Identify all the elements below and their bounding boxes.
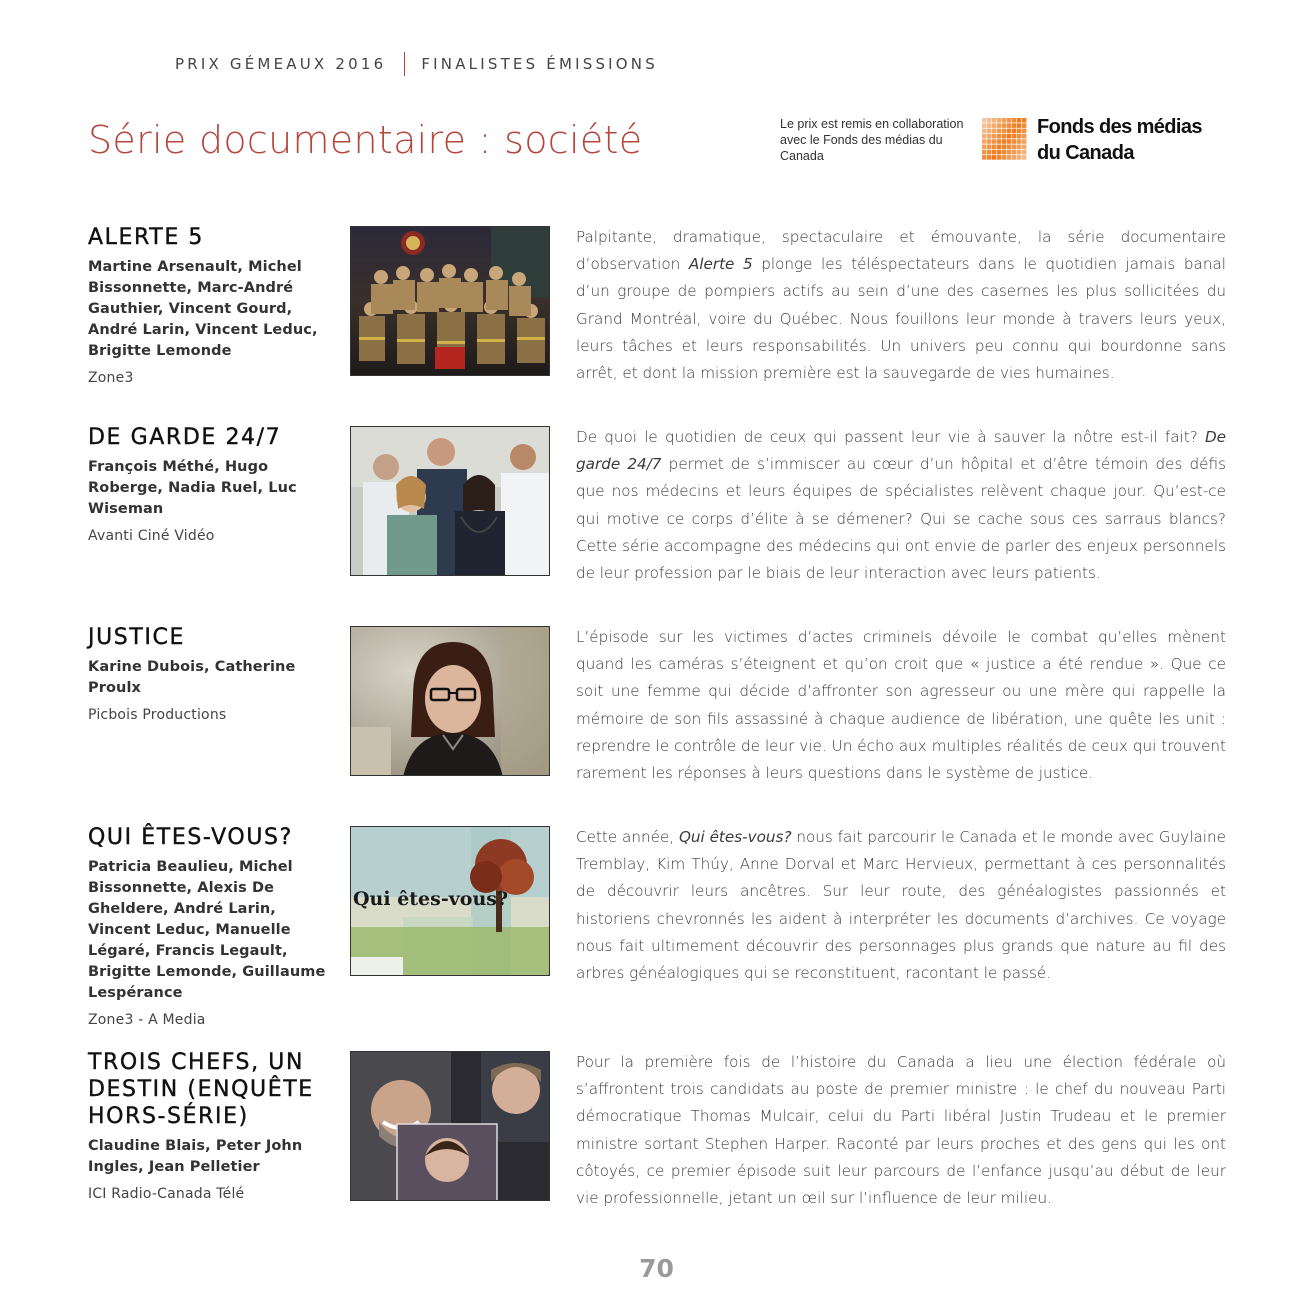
page-number: 70	[639, 1254, 674, 1283]
entry-description	[576, 824, 1226, 987]
entry-credits: Karine Dubois, Catherine Proulx	[88, 659, 296, 696]
entry-meta	[88, 824, 340, 1030]
entry-meta	[88, 224, 340, 388]
desc-text: De quoi le quotidien de ceux qui passent leur vie à sauver la nôtre est-il fait?	[576, 428, 1205, 446]
entry-title: ALERTE 5	[88, 225, 205, 250]
entry-company: Zone3	[88, 370, 134, 386]
entry-credits: Martine Arsenault, Michel Bissonnette, Marc-André Gauthier, Vincent Gourd, André Larin, Vincent Leduc, Brigitte Lemonde	[88, 259, 318, 359]
entry-description	[576, 224, 1226, 387]
entry-title: JUSTICE	[88, 625, 185, 650]
fund-logo-icon	[982, 118, 1027, 160]
fund-logo-line2: du Canada	[1037, 142, 1134, 164]
entry-credits: Patricia Beaulieu, Michel Bissonnette, Alexis De Gheldere, André Larin, Vincent Leduc, Manuelle Légaré, Francis Legault, Brigitte Lemonde, Guillaume Lespérance	[88, 859, 326, 1001]
entry-company: Picbois Productions	[88, 707, 227, 723]
entry-photo-three-leaders	[350, 1051, 550, 1201]
entry-photo-doctors	[350, 426, 550, 576]
entry-photo-show-card	[350, 826, 550, 976]
desc-text: Palpitante, dramatique, spectaculaire et émouvante, la série documentaire d’observation	[576, 228, 1226, 274]
desc-text: Pour la première fois de l’histoire du Canada a lieu une élection fédérale où s’affrontent trois candidats au poste de premier ministre : le chef du nouveau Parti démocratique Thomas Mulcair, celui du Parti libéral Justin Trudeau et le premier ministre sortant Stephen Harper. Raconté par leurs proches et des gens qui les ont côtoyés, ce premier épisode suit leur parcours de l’enfance jusqu’au début de leur vie professionnelle, jetant un œil sur l’influence de leur milieu.	[576, 1053, 1226, 1208]
desc-italic-title: Qui êtes-vous?	[678, 828, 792, 846]
desc-italic-title: Alerte 5	[688, 255, 753, 274]
desc-text: Cette année,	[576, 828, 679, 846]
desc-italic-title: De garde 24/7	[576, 428, 1226, 474]
fund-logo-line1: Fonds des médias	[1037, 116, 1202, 138]
entry-title: TROIS CHEFS, UN DESTIN (ENQUÊTE HORS-SÉRIE)	[88, 1050, 314, 1129]
fund-logo-text	[1037, 114, 1202, 166]
entry-title: DE GARDE 24/7	[88, 425, 282, 450]
running-header-right: FINALISTES ÉMISSIONS	[421, 55, 658, 73]
page-title: Série documentaire : société	[88, 118, 643, 162]
entry-company: Zone3 - A Media	[88, 1012, 206, 1028]
entry-photo-firefighters	[350, 226, 550, 376]
partner-note: Le prix est remis en collaboration avec le Fonds des médias du Canada	[780, 117, 964, 163]
entry-description	[576, 424, 1226, 587]
entry-description	[576, 1049, 1226, 1212]
desc-text-after: permet de s’immiscer au cœur d’un hôpital et d’être témoin des défis que nos médecins et leurs équipes de spécialistes relèvent chaque jour. Qu’est-ce qui motive ce corps d’élite à se démener? Qui se cache sous ces sarraus blancs? Cette série accompagne des médecins qui ont envie de parler des enjeux personnels de leur profession par le biais de leur interaction avec leurs patients.	[576, 455, 1227, 583]
entry-credits: François Méthé, Hugo Roberge, Nadia Ruel, Luc Wiseman	[88, 459, 297, 517]
entry-meta	[88, 624, 340, 725]
entry-meta	[88, 1049, 340, 1204]
entry-photo-woman-portrait	[350, 626, 550, 776]
running-header-left: PRIX GÉMEAUX 2016	[175, 55, 387, 73]
desc-text: L’épisode sur les victimes d’actes criminels dévoile le combat qu’elles mènent quand les caméras s’éteignent et qu’on croit que « justice a été rendue ». Que ce soit une femme qui décide d’affronter son agresseur ou une mère qui rappelle la mémoire de son fils assassiné à chaque audience de libération, une quête les unit : reprendre le contrôle de leur vie. Un écho aux multiples réalités de ceux qui trouvent rarement les réponses à leurs questions dans le système de justice.	[576, 628, 1226, 783]
running-header	[175, 52, 658, 76]
entry-description	[576, 624, 1226, 787]
header-separator	[404, 52, 405, 76]
entry-company: Avanti Ciné Vidéo	[88, 528, 215, 544]
image-title-text: Qui êtes-vous?	[353, 888, 509, 910]
entry-title: QUI ÊTES-VOUS?	[88, 825, 293, 850]
entry-meta	[88, 424, 340, 546]
entry-company: ICI Radio-Canada Télé	[88, 1186, 245, 1202]
desc-text-after: plonge les téléspectateurs dans le quotidien jamais banal d’un groupe de pompiers actifs au sein d’une des casernes les plus sollicitées du Grand Montréal, voire du Québec. Nous fouillons leur monde à travers leurs yeux, leurs tâches et leurs responsabilités. Un univers peu connu qui bourdonne sans arrêt, et dont la mission première est la sauvegarde de vies humaines.	[576, 255, 1226, 383]
desc-text-after: nous fait parcourir le Canada et le monde avec Guylaine Tremblay, Kim Thúy, Anne Dorval et Marc Hervieux, permettant à ces personnalités de découvrir leurs ancêtres. Sur leur route, des généalogistes passionnés et historiens chevronnés les aident à interpréter les documents d’archives. Ce voyage nous fait ultimement découvrir des personnages plus grands que nature au fil des arbres généalogiques qui se reconstituent, racontant le passé.	[576, 828, 1226, 983]
entry-credits: Claudine Blais, Peter John Ingles, Jean Pelletier	[88, 1138, 303, 1175]
